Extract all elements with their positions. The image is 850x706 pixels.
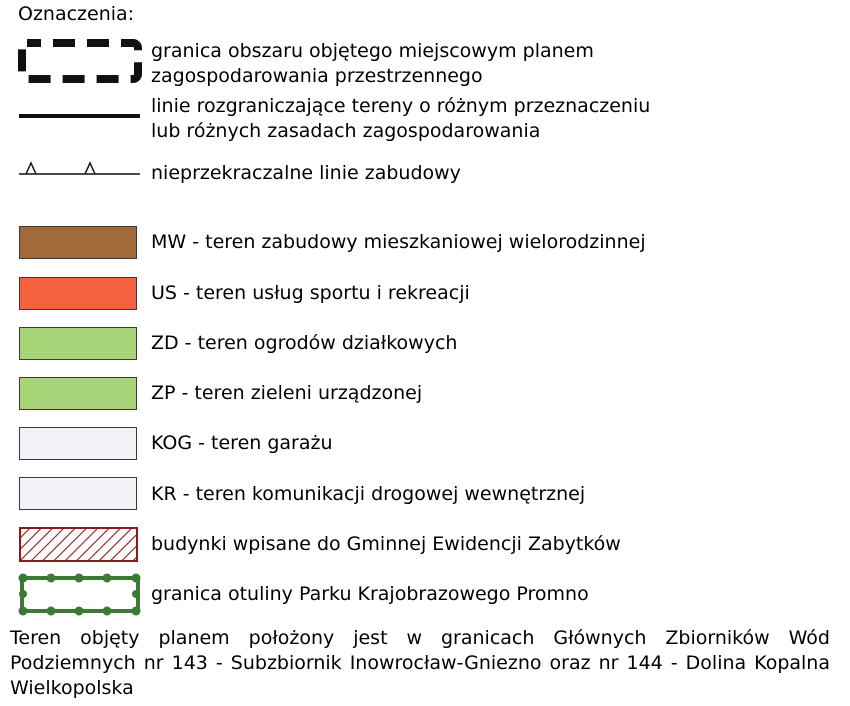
building-line-symbol [18,158,142,178]
us-label: US - teren usług sportu i rekreacji [151,282,470,304]
mw-label: MW - teren zabudowy mieszkaniowej wielorodzinnej [151,231,646,253]
mw-swatch [19,226,137,259]
kog-swatch [19,427,137,460]
plan-boundary-symbol [18,38,142,84]
zd-swatch [19,327,137,360]
demarcation-label-line1: linie rozgraniczające tereny o różnym przeznaczeniu [151,95,651,117]
zd-label: ZD - teren ogrodów działkowych [151,332,458,354]
plan-boundary-label-line1: granica obszaru objętego miejscowym planem [151,40,594,62]
us-swatch [19,277,137,310]
plan-boundary-label-line2: zagospodarowania przestrzennego [151,65,483,87]
demarcation-line-symbol [18,110,142,122]
zp-label: ZP - teren zieleni urządzonej [151,382,423,404]
heritage-hatch-swatch [19,527,138,562]
demarcation-label-line2: lub różnych zasadach zagospodarowania [151,120,541,142]
kog-label: KOG - teren garażu [151,432,333,454]
heritage-label: budynki wpisane do Gminnej Ewidencji Zabytków [151,533,621,555]
kr-label: KR - teren komunikacji drogowej wewnętrznej [151,483,586,505]
building-line-label: nieprzekraczalne linie zabudowy [151,162,461,184]
park-buffer-label: granica otuliny Parku Krajobrazowego Promno [151,583,589,605]
zp-swatch [19,377,137,410]
groundwater-note: Teren objęty planem położony jest w granicach Głównych Zbiorników Wód Podziemnych nr 143 - Subzbiornik Inowrocław-Gniezno oraz nr 144 - Dolina Kopalna Wielkopolska [10,627,830,699]
legend-heading: Oznaczenia: [18,3,135,25]
kr-swatch [19,477,137,510]
park-buffer-symbol [18,573,142,617]
